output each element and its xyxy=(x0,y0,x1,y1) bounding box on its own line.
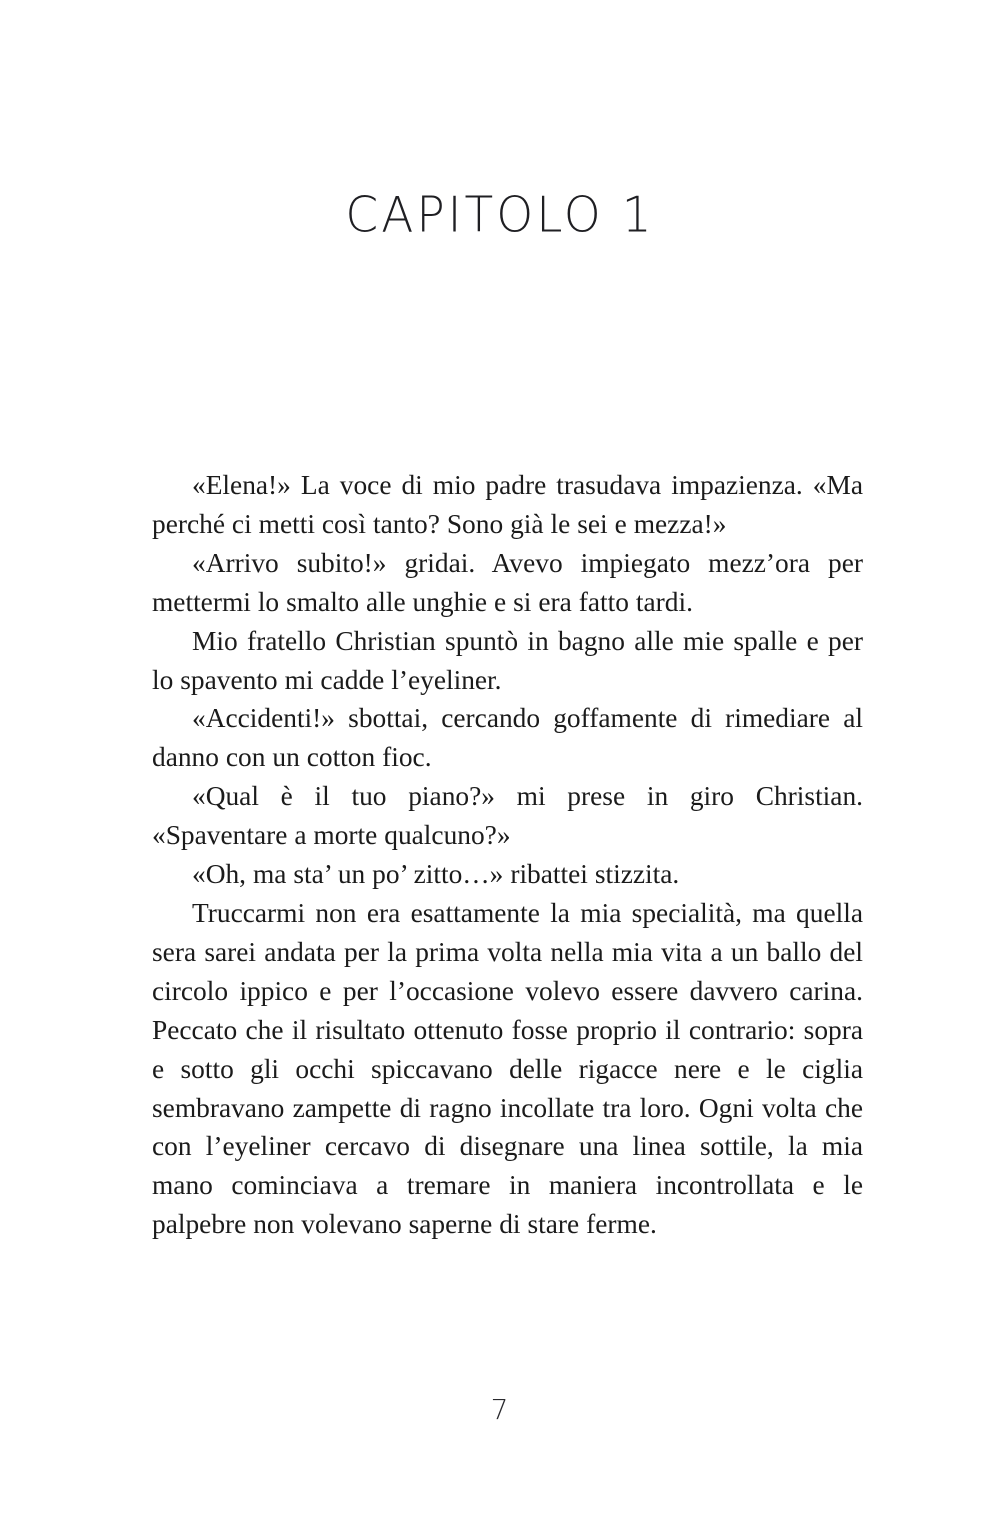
body-paragraph: Mio fratello Christian spuntò in bagno alle mie spalle e per lo spavento mi cadde l’eyeliner. xyxy=(152,625,863,695)
body-paragraph: Truccarmi non era esattamente la mia specialità, ma quella sera sarei andata per la prima volta nella mia vita a un ballo del circolo ippico e per l’occasione volevo essere davvero carina. Peccato che il risultato ottenuto fosse proprio il contrario: sopra e sotto gli occhi spiccavano delle rigacce nere e le ciglia sembravano zampette di ragno incollate tra loro. Ogni volta che con l’eyeliner cercavo di disegnare una linea sottile, la mia mano cominciava a tremare in maniera incontrollata e le palpebre non volevano saperne di stare ferme. xyxy=(152,897,863,1240)
body-paragraph: «Accidenti!» sbottai, cercando goffamente di rimediare al danno con un cotton fioc. xyxy=(152,703,863,773)
body-paragraph: «Qual è il tuo piano?» mi prese in giro Christian. «Spaventare a morte qualcuno?» xyxy=(152,781,863,851)
body-paragraph: «Arrivo subito!» gridai. Avevo impiegato mezz’ora per mettermi lo smalto alle unghie e si era fatto tardi. xyxy=(152,547,863,617)
page-number: 7 xyxy=(490,1393,510,1426)
chapter-title: CAPITOLO 1 xyxy=(345,187,655,245)
body-paragraph: «Elena!» La voce di mio padre trasudava impazienza. «Ma perché ci metti così tanto? Sono già le sei e mezza!» xyxy=(152,470,863,539)
body-paragraph: «Oh, ma sta’ un po’ zitto…» ribattei stizzita. xyxy=(192,859,680,890)
body-text-block xyxy=(152,466,863,1244)
